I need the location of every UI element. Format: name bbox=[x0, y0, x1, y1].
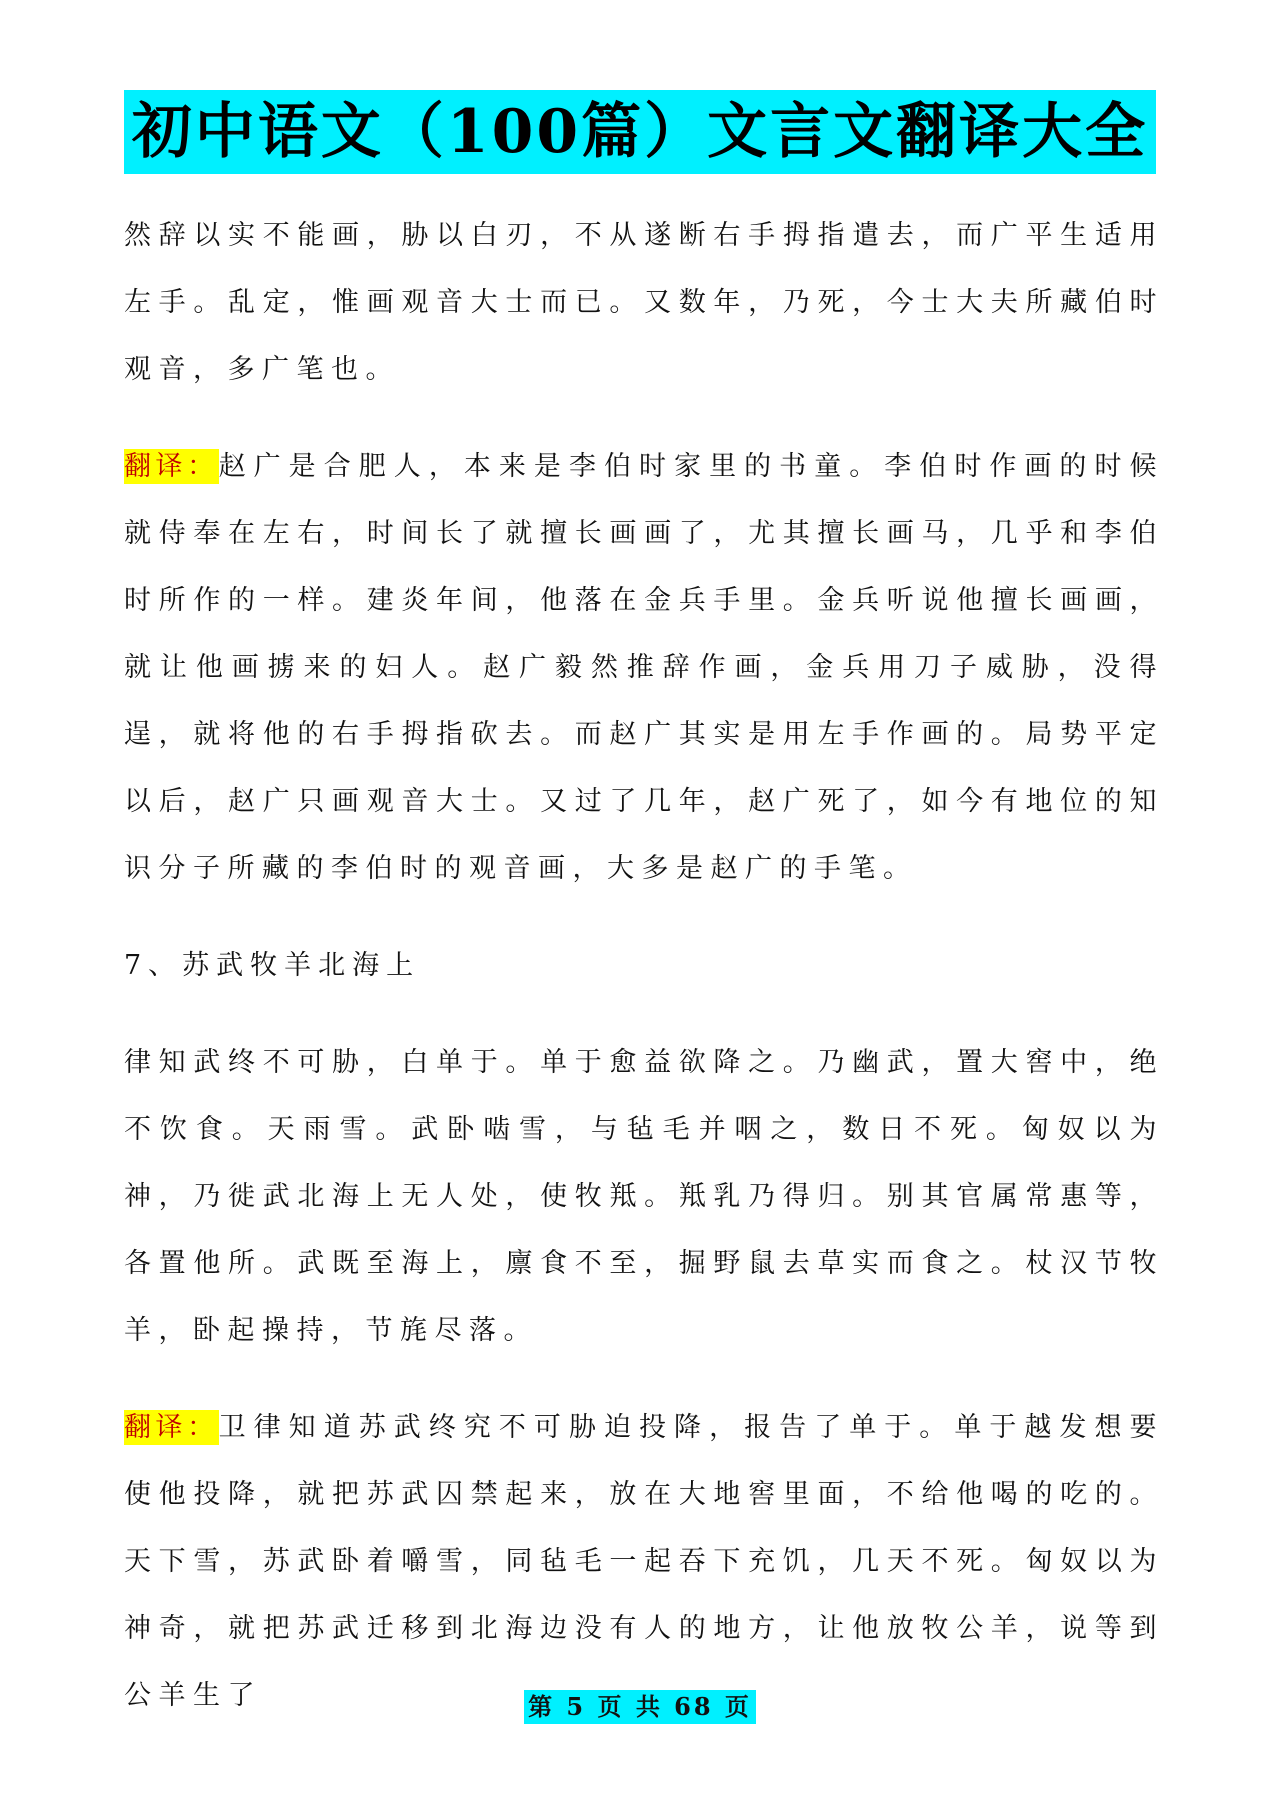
page-number: 第 5 页 共 68 页 bbox=[524, 1690, 756, 1724]
original-text-paragraph: 然辞以实不能画，胁以白刃，不从遂断右手拇指遣去，而广平生适用左手。乱定，惟画观音大士而已。又数年，乃死，今士大夫所藏伯时观音，多广笔也。 bbox=[124, 220, 1164, 385]
page-footer bbox=[0, 1690, 1280, 1724]
spacer bbox=[124, 902, 1164, 932]
translation-paragraph bbox=[124, 433, 1164, 902]
spacer bbox=[124, 403, 1164, 433]
section-heading: 7、苏武牧羊北海上 bbox=[124, 950, 421, 981]
page-title: 初中语文（100篇）文言文翻译大全 bbox=[124, 90, 1156, 174]
spacer bbox=[124, 999, 1164, 1029]
translation-label: 翻译： bbox=[124, 451, 219, 482]
document-body bbox=[124, 202, 1164, 1729]
translation-text: 卫律知道苏武终究不可胁迫投降，报告了单于。单于越发想要使他投降，就把苏武囚禁起来，放在大地窖里面，不给他喝的吃的。天下雪，苏武卧着嚼雪，同毡毛一起吞下充饥，几天不死。匈奴以为神奇，就把苏武迁移到北海边没有人的地方，让他放牧公羊，说等到公羊生了 bbox=[124, 1412, 1165, 1711]
translation-text: 赵广是合肥人，本来是李伯时家里的书童。李伯时作画的时候就侍奉在左右，时间长了就擅长画画了，尤其擅长画马，几乎和李伯时所作的一样。建炎年间，他落在金兵手里。金兵听说他擅长画画，就让他画掳来的妇人。赵广毅然推辞作画，金兵用刀子威胁，没得逞，就将他的右手拇指砍去。而赵广其实是用左手作画的。局势平定以后，赵广只画观音大士。又过了几年，赵广死了，如今有地位的知识分子所藏的李伯时的观音画，大多是赵广的手笔。 bbox=[124, 451, 1165, 884]
title-bar bbox=[0, 90, 1280, 174]
translation-paragraph bbox=[124, 1394, 1164, 1729]
spacer bbox=[124, 1364, 1164, 1394]
translation-label: 翻译： bbox=[124, 1412, 219, 1443]
original-text-paragraph: 律知武终不可胁，白单于。单于愈益欲降之。乃幽武，置大窖中，绝不饮食。天雨雪。武卧啮雪，与毡毛并咽之，数日不死。匈奴以为神，乃徙武北海上无人处，使牧羝。羝乳乃得归。别其官属常惠等，各置他所。武既至海上，廪食不至，掘野鼠去草实而食之。杖汉节牧羊，卧起操持，节旄尽落。 bbox=[124, 1047, 1164, 1346]
